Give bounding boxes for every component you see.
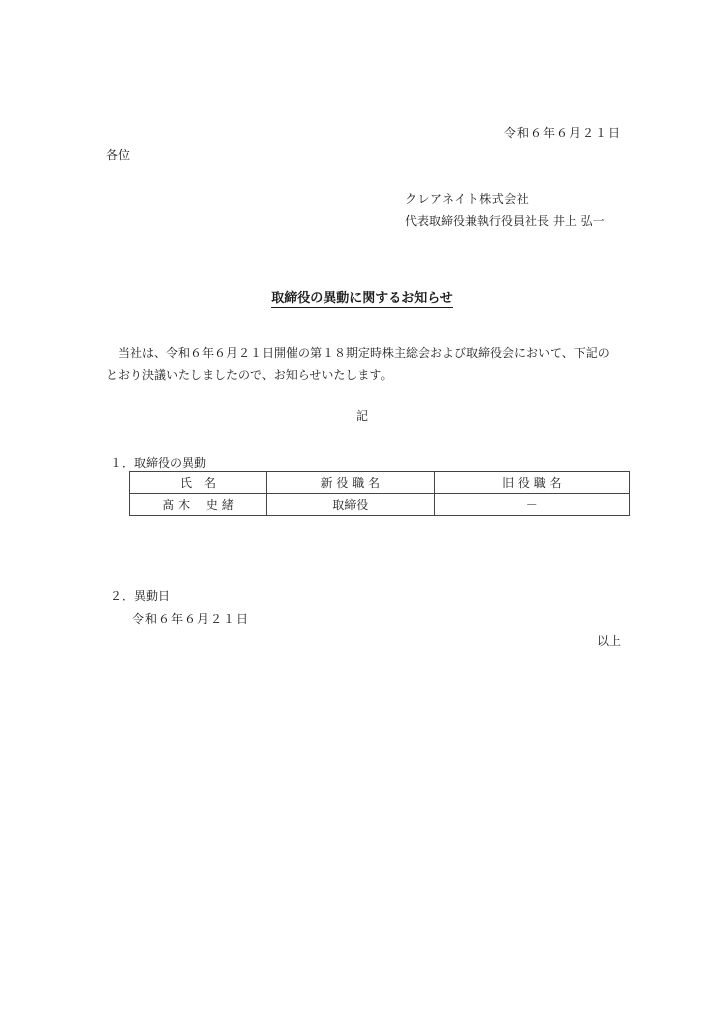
document-title-text: 取締役の異動に関するお知らせ (271, 291, 453, 306)
header-old-position: 旧 役 職 名 (434, 472, 629, 494)
ki-marker: 記 (355, 409, 368, 423)
closing-mark: 以上 (596, 634, 621, 648)
officer-change-table (129, 471, 630, 516)
body-paragraph: 当社は、令和６年６月２１日開催の第１８期定時株主総会および取締役会において、下記のとおり決議いたしましたので、お知らせいたします。 (106, 346, 610, 382)
header-new-position: 新 役 職 名 (267, 472, 435, 494)
cell-new-position: 取締役 (267, 494, 435, 516)
table-row (130, 494, 630, 516)
header-name: 氏 名 (130, 472, 267, 494)
cell-name: 髙 木 史 緒 (130, 494, 267, 516)
table-header-row (130, 472, 630, 494)
section-2-heading: ２．異動日 (110, 589, 171, 603)
signer-name: 代表取締役兼執行役員社長 井上 弘一 (405, 214, 605, 228)
section-1-heading: １．取締役の異動 (110, 456, 207, 470)
effective-date: 令和６年６月２１日 (132, 612, 250, 626)
document-date: 令和６年６月２１日 (503, 126, 621, 140)
addressee: 各位 (106, 148, 131, 162)
cell-old-position: － (434, 494, 629, 516)
company-name: クレアネイト株式会社 (405, 192, 530, 206)
document-title (0, 287, 724, 306)
